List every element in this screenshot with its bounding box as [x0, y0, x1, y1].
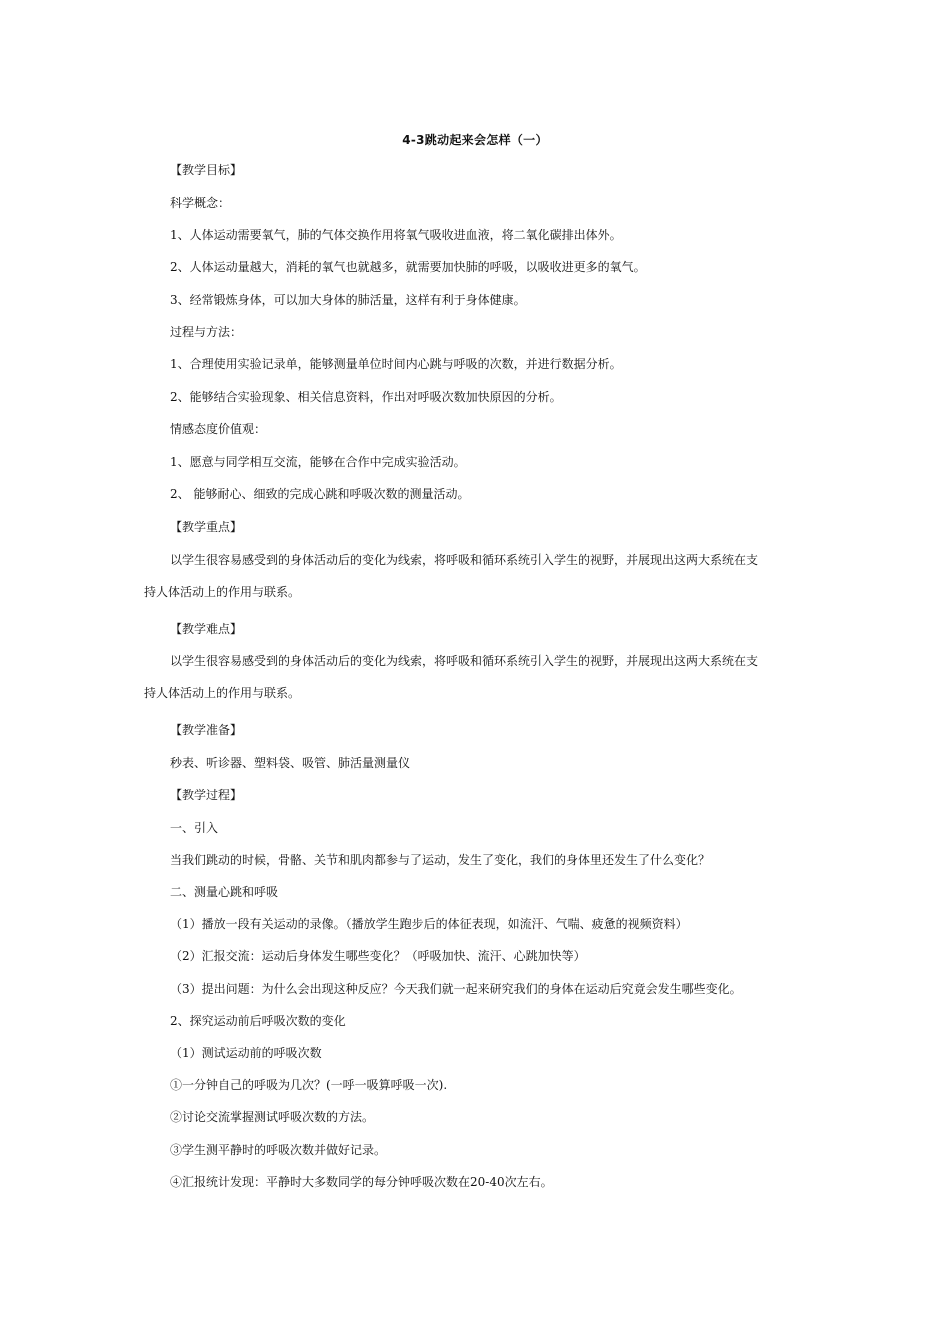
difficulty-text-line-2: 持人体活动上的作用与联系。 [144, 686, 301, 700]
procedure-heading: 【教学过程】 [170, 788, 243, 802]
prep-text: 秒表、听诊器、塑料袋、吸管、肺活量测量仪 [170, 756, 411, 770]
key-text-line-1: 以学生很容易感受到的身体活动后的变化为线索，将呼吸和循环系统引入学生的视野，并展现出这两大系统在支 [170, 553, 759, 567]
procedure-line: （3）提出问题：为什么会出现这种反应？今天我们就一起来研究我们的身体在运动后究竟会发生哪些变化。 [170, 982, 742, 996]
key-paragraph [144, 552, 804, 600]
concept-item-2: 2、人体运动量越大，消耗的氧气也就越多，就需要加快肺的呼吸，以吸收进更多的氧气。 [170, 260, 646, 274]
procedure-line: 二、测量心跳和呼吸 [170, 885, 279, 899]
process-heading: 过程与方法： [170, 325, 243, 339]
procedure-line: ②讨论交流掌握测试呼吸次数的方法。 [170, 1110, 375, 1124]
procedure-line: （2）汇报交流：运动后身体发生哪些变化？（呼吸加快、流汗、心跳加快等） [170, 949, 586, 963]
goals-heading: 【教学目标】 [170, 163, 243, 177]
attitude-item-2: 2、 能够耐心、细致的完成心跳和呼吸次数的测量活动。 [170, 487, 470, 501]
procedure-line: 当我们跳动的时候，骨骼、关节和肌肉都参与了运动，发生了变化，我们的身体里还发生了什么变化？ [170, 853, 711, 867]
difficulty-paragraph [144, 653, 804, 701]
concept-item-1: 1、人体运动需要氧气，肺的气体交换作用将氧气吸收进血液，将二氧化碳排出体外。 [170, 228, 622, 242]
procedure-line: 2、探究运动前后呼吸次数的变化 [170, 1014, 346, 1028]
key-heading: 【教学重点】 [170, 520, 243, 534]
procedure-line: （1）播放一段有关运动的录像。（播放学生跑步后的体征表现，如流汗、气喘、疲惫的视频资料） [170, 917, 688, 931]
attitude-heading: 情感态度价值观： [170, 422, 267, 436]
concept-item-3: 3、经常锻炼身体，可以加大身体的肺活量，这样有利于身体健康。 [170, 293, 526, 307]
procedure-line: ①一分钟自己的呼吸为几次？(一呼一吸算呼吸一次). [170, 1078, 448, 1092]
key-text-line-2: 持人体活动上的作用与联系。 [144, 585, 301, 599]
prep-heading: 【教学准备】 [170, 723, 243, 737]
difficulty-heading: 【教学难点】 [170, 622, 243, 636]
procedure-line: 一、引入 [170, 821, 219, 835]
procedure-line: ④汇报统计发现：平静时大多数同学的每分钟呼吸次数在20-40次左右。 [170, 1175, 553, 1189]
procedure-line: ③学生测平静时的呼吸次数并做好记录。 [170, 1143, 387, 1157]
attitude-item-1: 1、愿意与同学相互交流，能够在合作中完成实验活动。 [170, 455, 466, 469]
concept-heading: 科学概念： [170, 196, 231, 210]
difficulty-text-line-1: 以学生很容易感受到的身体活动后的变化为线索，将呼吸和循环系统引入学生的视野，并展现出这两大系统在支 [170, 654, 759, 668]
document-title: 4-3跳动起来会怎样（一） [402, 133, 548, 147]
process-item-1: 1、合理使用实验记录单，能够测量单位时间内心跳与呼吸的次数，并进行数据分析。 [170, 357, 622, 371]
procedure-line: （1）测试运动前的呼吸次数 [170, 1046, 322, 1060]
process-item-2: 2、能够结合实验现象、相关信息资料，作出对呼吸次数加快原因的分析。 [170, 390, 562, 404]
